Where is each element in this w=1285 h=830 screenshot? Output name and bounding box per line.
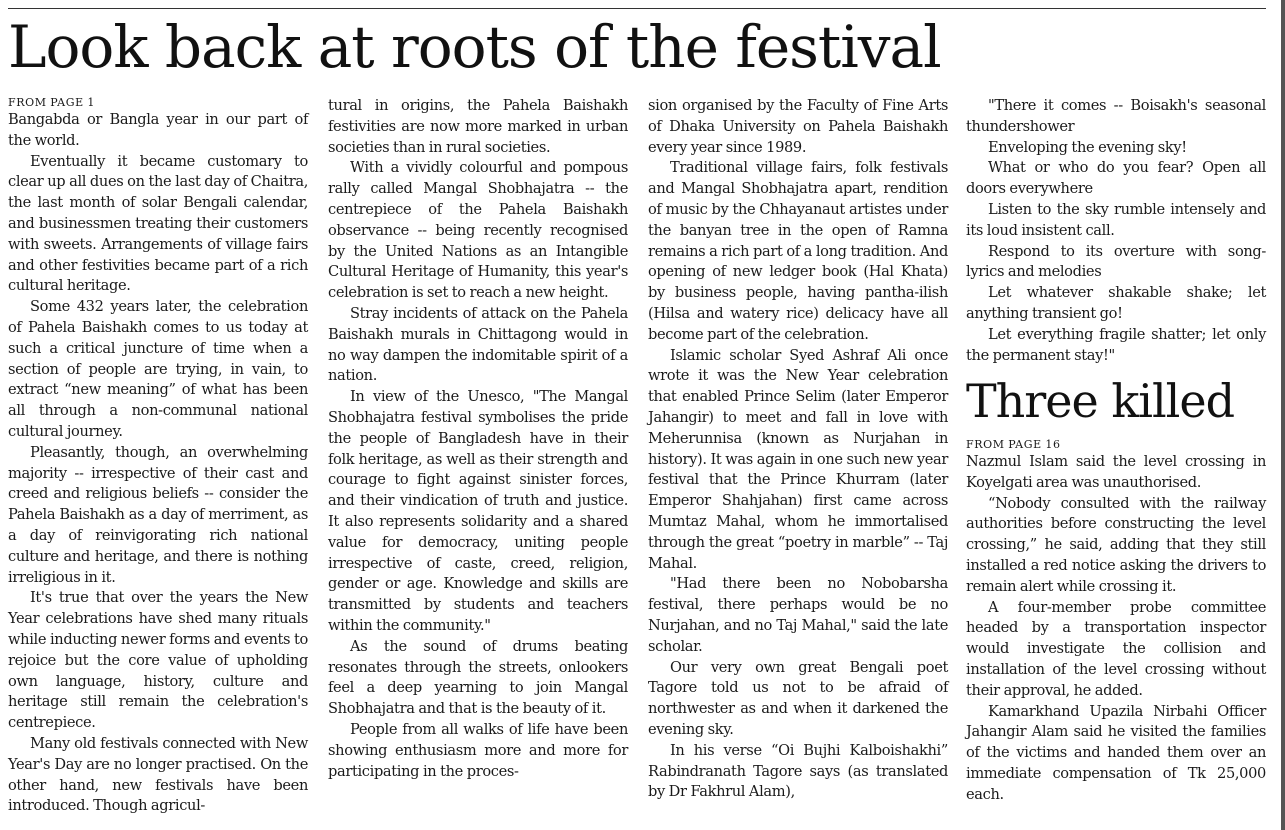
paragraph: In view of the Unesco, "The Mangal Shobhajatra festival symbolises the pride the people of Bangladesh have in their folk heritage, as well as their strength and courage to fight against sinister forces, and their vindication of truth and justice. It also represents solidarity and a shared value for democracy, uniting people irrespective of caste, creed, religion, gender or age. Knowledge and skills are transmitted by students and teachers within the community." (328, 388, 628, 634)
paragraph: Our very own great Bengali poet Tagore told us not to be afraid of northwester as and when it darkened the evening sky. (648, 658, 948, 738)
paragraph: sion organised by the Faculty of Fine Arts of Dhaka University on Pahela Baishakh every year since 1989. (648, 97, 948, 156)
paragraph: Many old festivals connected with New Year's Day are no longer practised. On the other hand, new festivals have been introduced. Though agricul- (8, 734, 308, 815)
article2-column (966, 438, 1266, 806)
article-column-3 (648, 96, 948, 803)
paragraph: In his verse “Oi Bujhi Kalboishakhi” Rabindranath Tagore says (as translated by Dr Fakhrul Alam), (648, 741, 948, 801)
paragraph: Pleasantly, though, an overwhelming majority -- irrespective of their cast and creed and religious beliefs -- consider the Pahela Baishakh as a day of merriment, as a day of reinvigorating rich national culture and heritage, and there is nothing irreligious in it. (8, 443, 308, 586)
paragraph: "Had there been no Nobobarsha festival, there perhaps would be no Nurjahan, and no Taj Mahal," said the late scholar. (648, 575, 948, 655)
paragraph: Stray incidents of attack on the Pahela Baishakh murals in Chittagong would in no way dampen the indomitable spirit of a nation. (328, 304, 628, 385)
paragraph: Eventually it became customary to clear up all dues on the last day of Chaitra, the last month of solar Bengali calendar, and businessmen treating their customers with sweets. Arrangements of village fairs and other festivities became part of a rich cultural heritage. (8, 152, 308, 295)
article-column-1 (8, 96, 308, 817)
poem-column (966, 96, 1266, 366)
paragraph: It's true that over the years the New Year celebrations have shed many rituals while inducting newer forms and events to rejoice but the core value of upholding own language, history, culture and heritage still remain the celebration's centrepiece. (8, 589, 308, 732)
poem-line: Enveloping the evening sky! (988, 138, 1187, 156)
page-edge (1281, 0, 1285, 830)
paragraph: Nazmul Islam said the level crossing in Koyelgati area was unauthorised. (966, 453, 1266, 491)
poem-line: Let everything fragile shatter; let only the permanent stay!" (966, 325, 1266, 364)
top-rule (8, 8, 1266, 9)
jump-line: FROM PAGE 16 (966, 438, 1061, 451)
paragraph: tural in origins, the Pahela Baishakh festivities are now more marked in urban societies than in rural societies. (328, 97, 628, 156)
poem-line: Respond to its overture with song-lyrics and melodies (966, 242, 1266, 281)
paragraph: Some 432 years later, the celebration of Pahela Baishakh comes to us today at such a critical juncture of time when a section of people are trying, in vain, to extract “new meaning” of what has been all through a non-communal national cultural journey. (8, 298, 308, 440)
paragraph: A four-member probe committee headed by a transportation inspector would investigate the collision and installation of the level crossing without their approval, he added. (966, 598, 1266, 699)
paragraph: People from all walks of life have been showing enthusiasm more and more for participating in the proces- (328, 720, 628, 780)
poem-line: What or who do you fear? Open all doors everywhere (966, 159, 1266, 198)
paragraph: Traditional village fairs, folk festivals and Mangal Shobhajatra apart, rendition of music by the Chhayanaut artistes under the banyan tree in the open of Ramna remains a rich part of a long tradition. And opening of new ledger book (Hal Khata) by business people, having pantha-ilish (Hilsa and watery rice) delicacy have all become part of the celebration. (648, 159, 948, 343)
poem-line: Listen to the sky rumble intensely and its loud insistent call. (966, 200, 1266, 239)
paragraph: As the sound of drums beating resonates through the streets, onlookers feel a deep yearning to join Mangal Shobhajatra and that is the beauty of it. (328, 637, 628, 718)
paragraph: Islamic scholar Syed Ashraf Ali once wrote it was the New Year celebration that enabled Prince Selim (later Emperor Jahangir) to meet and fall in love with Meherunnisa (known as Nurjahan in history). It was again in one such new year festival that the Prince Khurram (later Emperor Shahjahan) first came across Mumtaz Mahal, whom he immortalised through the great “poetry in marble” -- Taj Mahal. (648, 346, 948, 572)
paragraph: Bangabda or Bangla year in our part of the world. (8, 111, 308, 149)
paragraph: “Nobody consulted with the railway authorities before constructing the level crossing,” he said, adding that they still installed a red notice asking the drivers to remain alert while crossing it. (966, 494, 1266, 595)
paragraph: Kamarkhand Upazila Nirbahi Officer Jahangir Alam said he visited the families of the victims and handed them over an immediate compensation of Tk 25,000 each. (966, 702, 1266, 803)
poem-line: "There it comes -- Boisakh's seasonal thundershower (966, 97, 1266, 135)
paragraph: With a vividly colourful and pompous rally called Mangal Shobhajatra -- the centrepiece of the Pahela Baishakh observance -- being recently recognised by the United Nations as an Intangible Cultural Heritage of Humanity, this year's celebration is set to reach a new height. (328, 159, 628, 302)
poem-line: Let whatever shakable shake; let anything transient go! (966, 284, 1266, 322)
article-column-2 (328, 96, 628, 782)
headline: Look back at roots of the festival (8, 13, 941, 81)
headline-three-killed: Three killed (966, 374, 1235, 428)
jump-line: FROM PAGE 1 (8, 96, 95, 109)
